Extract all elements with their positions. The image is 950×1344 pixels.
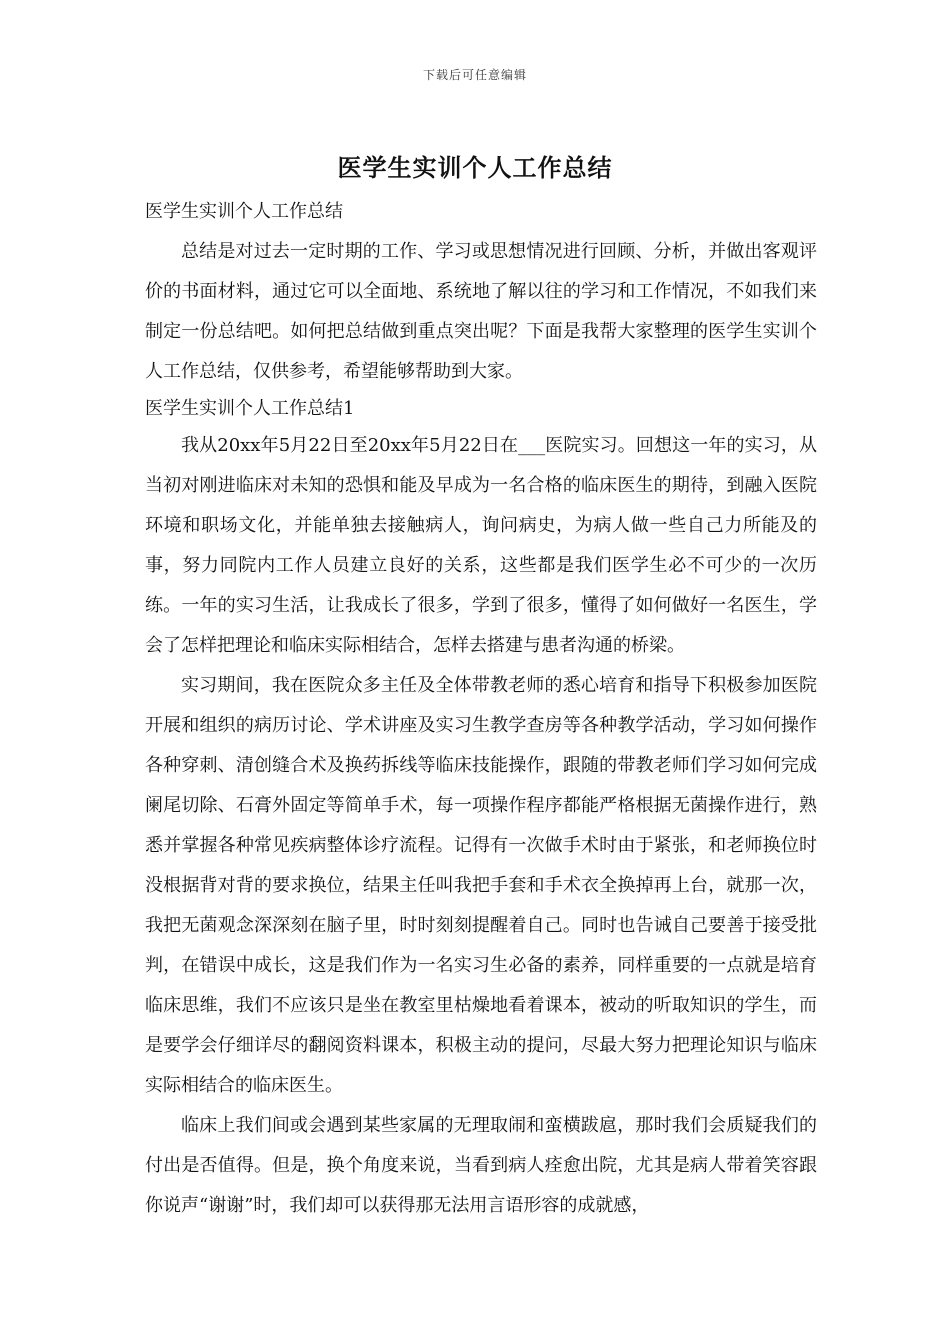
body-paragraph-2: 实习期间，我在医院众多主任及全体带教老师的悉心培育和指导下积极参加医院开展和组织的病历讨论、学术讲座及实习生教学查房等各种教学活动，学习如何操作各种穿刺、清创缝合术及换药拆线等临床技能操作，跟随的带教老师们学习如何完成阑尾切除、石膏外固定等简单手术，每一项操作程序都能严格根据无菌操作进行，熟悉并掌握各种常见疾病整体诊疗流程。记得有一次做手术时由于紧张，和老师换位时没根据背对背的要求换位，结果主任叫我把手套和手术衣全换掉再上台，就那一次，我把无菌观念深深刻在脑子里，时时刻刻提醒着自己。同时也告诫自己要善于接受批判，在错误中成长，这是我们作为一名实习生必备的素养，同样重要的一点就是培育临床思维，我们不应该只是坐在教室里枯燥地看着课本，被动的听取知识的学生，而是要学会仔细详尽的翻阅资料课本，积极主动的提问，尽最大努力把理论知识与临床实际相结合的临床医生。 <box>145 675 817 1096</box>
document-subtitle: 医学生实训个人工作总结 <box>145 201 343 222</box>
section-heading: 医学生实训个人工作总结1 <box>145 398 355 419</box>
document-title: 医学生实训个人工作总结 <box>337 153 613 182</box>
header-note: 下载后可任意编辑 <box>422 68 527 82</box>
document-body <box>145 198 817 1226</box>
intro-paragraph: 总结是对过去一定时期的工作、学习或思想情况进行回顾、分析，并做出客观评价的书面材料，通过它可以全面地、系统地了解以往的学习和工作情况，不如我们来制定一份总结吧。如何把总结做到重点突出呢？下面是我帮大家整理的医学生实训个人工作总结，仅供参考，希望能够帮助到大家。 <box>145 241 817 382</box>
body-paragraph-3: 临床上我们间或会遇到某些家属的无理取闹和蛮横跋扈，那时我们会质疑我们的付出是否值得。但是，换个角度来说，当看到病人痊愈出院，尤其是病人带着笑容跟你说声“谢谢”时，我们却可以获得那无法用言语形容的成就感， <box>145 1115 817 1216</box>
body-paragraph-1: 我从20xx年5月22日至20xx年5月22日在___医院实习。回想这一年的实习，从当初对刚进临床对未知的恐惧和能及早成为一名合格的临床医生的期待，到融入医院环境和职场文化，并能单独去接触病人，询问病史，为病人做一些自己力所能及的事，努力同院内工作人员建立良好的关系，这些都是我们医学生必不可少的一次历练。一年的实习生活，让我成长了很多，学到了很多，懂得了如何做好一名医生，学会了怎样把理论和临床实际相结合，怎样去搭建与患者沟通的桥梁。 <box>145 435 817 656</box>
